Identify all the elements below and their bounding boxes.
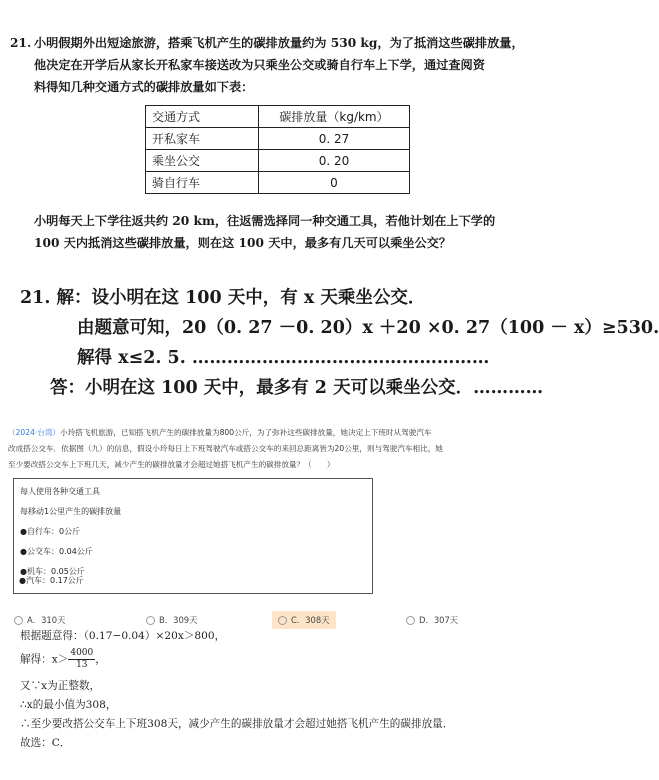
solution-line-2	[20, 648, 106, 671]
problem-21-line-5: 100 天内抵消这些碳排放量，则在这 100 天中，最多有几天可以乘坐公交？	[34, 236, 452, 250]
table-cell: 0. 27	[259, 128, 410, 150]
table-cell: 开私家车	[146, 128, 259, 150]
table-cell: 骑自行车	[146, 172, 259, 194]
option-d[interactable]	[406, 611, 458, 629]
info-box-item: ●公交车：0.04公斤	[20, 547, 93, 556]
table-row	[146, 172, 410, 194]
info-box-item: ●机车：0.05公斤	[20, 567, 85, 576]
table-cell: 乘坐公交	[146, 150, 259, 172]
answer-21	[20, 283, 659, 403]
solution-suffix: ，	[95, 653, 106, 666]
answer-line-3: 解得 x≤2. 5. ……………………………………………	[77, 348, 490, 368]
problem-21-line-4: 小明每天上下学往返共约 20 km，往返需选择同一种交通工具，若他计划在上下学的	[34, 214, 496, 228]
solution-line-6: 故选：C．	[20, 737, 71, 749]
fraction-denominator: 13	[76, 660, 88, 670]
problem-21-line-1	[10, 32, 535, 54]
emission-table	[145, 105, 410, 194]
problem-21-question	[34, 210, 534, 254]
info-box-item: ●汽车：0.17公斤	[19, 576, 84, 585]
options-row	[0, 611, 540, 629]
problem-2-line-2: 改成搭公交车．依据图（九）的信息，假设小玲每日上下班驾驶汽车或搭公交车的来回总距离皆为20公里，则与驾驶汽车相比，她	[8, 444, 443, 453]
answer-line-4: 答：小明在这 100 天中，最多有 2 天可以乘坐公交．…………	[50, 378, 544, 398]
problem-21	[10, 32, 535, 98]
problem-number: 21.	[10, 36, 32, 50]
problem-2	[8, 425, 538, 473]
option-c[interactable]	[272, 611, 336, 629]
radio-icon[interactable]	[146, 616, 155, 625]
problem-text: 小明假期外出短途旅游，搭乘飞机产生的碳排放量约为 530 kg，为了抵消这些碳排放量，	[34, 36, 524, 50]
table-header-cell: 交通方式	[146, 106, 259, 128]
solution-prefix: 解得：x＞	[20, 653, 69, 666]
solution-line-5: ∴至少要改搭公交车上下班308天，减少产生的碳排放量才会超过她搭飞机产生的碳排放量．	[20, 718, 454, 730]
answer-line-2: 由题意可知，20（0. 27 －0. 20）x ＋20 ×0. 27（100 － x）≥530.	[77, 318, 659, 338]
table-row	[146, 150, 410, 172]
table-cell: 0. 20	[259, 150, 410, 172]
problem-21-line-2: 他决定在开学后从家长开私家车接送改为只乘坐公交或骑自行车上下学，通过查阅资	[34, 58, 485, 72]
radio-icon[interactable]	[278, 616, 287, 625]
problem-2-text: 小玲搭飞机旅游，已知搭飞机产生的碳排放量为800公斤，为了弥补这些碳排放量，她决定上下班时从驾驶汽车	[60, 428, 432, 437]
problem-source: （2024·台湾）	[8, 428, 61, 437]
solution-line-4: ∴x的最小值为308，	[20, 699, 117, 711]
table-header-cell: 碳排放量（kg/km）	[259, 106, 410, 128]
option-label: D．307天	[419, 615, 459, 625]
table-cell: 0	[259, 172, 410, 194]
info-box-item: ●自行车：0公斤	[20, 527, 81, 536]
info-box-title: 每人使用各种交通工具	[20, 487, 100, 496]
problem-21-line-3: 料得知几种交通方式的碳排放量如下表：	[34, 80, 254, 94]
table-header-row	[146, 106, 410, 128]
solution-line-1: 根据题意得：（0.17−0.04）×20x＞800，	[20, 630, 226, 642]
problem-2-line-1	[8, 425, 538, 441]
answer-line-1: 21. 解：设小明在这 100 天中，有 x 天乘坐公交．	[20, 288, 426, 308]
radio-icon[interactable]	[406, 616, 415, 625]
fraction	[68, 648, 95, 671]
radio-icon[interactable]	[14, 616, 23, 625]
fraction-numerator: 4000	[70, 648, 94, 658]
table-row	[146, 128, 410, 150]
option-label: C．308天	[291, 615, 330, 625]
problem-2-line-3: 至少要改搭公交车上下班几天，减少产生的碳排放量才会超过她搭飞机产生的碳排放量？（ ）	[8, 460, 335, 469]
option-label: A．310天	[27, 615, 66, 625]
option-a[interactable]	[14, 611, 65, 629]
info-box-subtitle: 每移动1公里产生的碳排放量	[20, 507, 122, 516]
option-b[interactable]	[146, 611, 197, 629]
option-label: B．309天	[159, 615, 198, 625]
solution-line-3: 又∵x为正整数，	[20, 680, 101, 692]
